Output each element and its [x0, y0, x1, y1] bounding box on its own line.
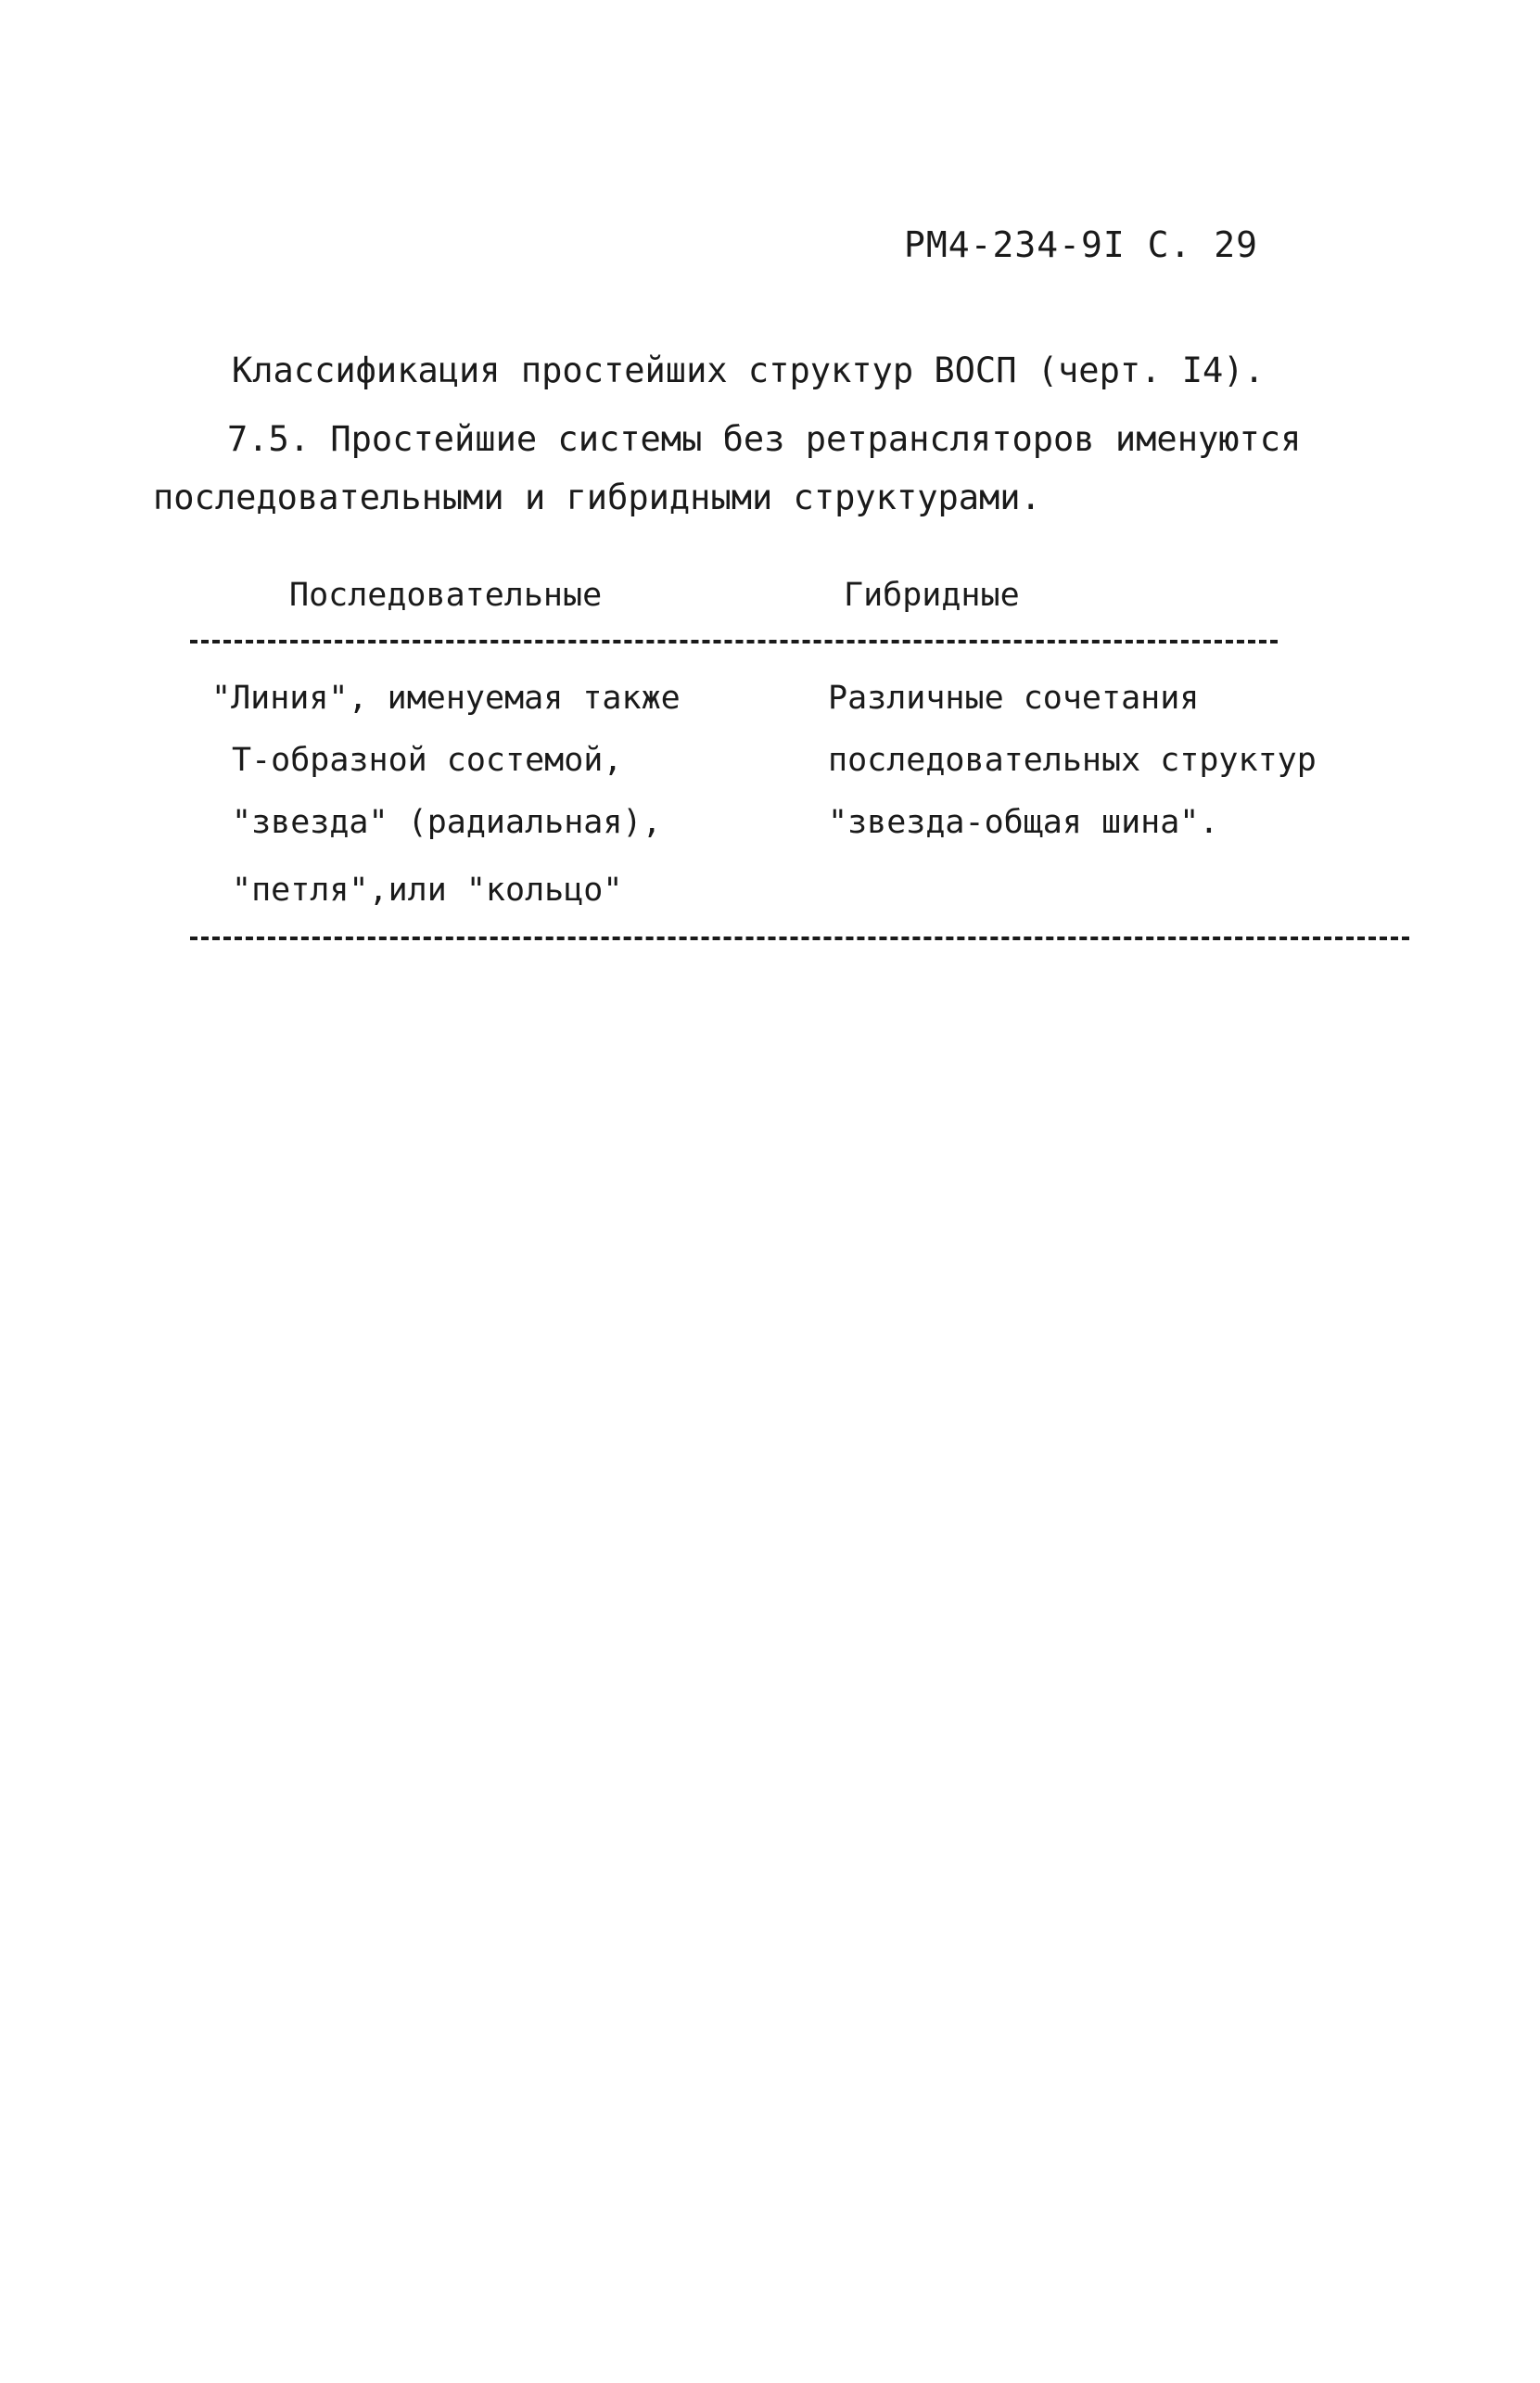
table-cell-left: Т-образной состемой, [232, 742, 623, 779]
page-header: РМ4-234-9I С. 29 [904, 224, 1259, 265]
column-header-sequential: Последовательные [289, 577, 603, 614]
table-cell-right: "звезда-общая шина". [828, 804, 1219, 841]
table-cell-right: последовательных структур [828, 742, 1317, 779]
paragraph-line: 7.5. Простейшие системы без ретрансляторов именуются [227, 419, 1302, 459]
paragraph-line: последовательными и гибридными структурами. [153, 478, 1041, 517]
section-heading: Классификация простейших структур ВОСП (черт. I4). [232, 350, 1265, 390]
column-header-hybrid: Гибридные [844, 577, 1020, 614]
table-cell-right: Различные сочетания [828, 680, 1200, 717]
table-cell-left: "Линия", именуемая также [211, 680, 681, 717]
table-cell-left: "петля",или "кольцо" [232, 872, 623, 909]
table-top-rule [190, 640, 1278, 644]
table-cell-left: "звезда" (радиальная), [232, 804, 662, 841]
table-bottom-rule [190, 937, 1409, 940]
